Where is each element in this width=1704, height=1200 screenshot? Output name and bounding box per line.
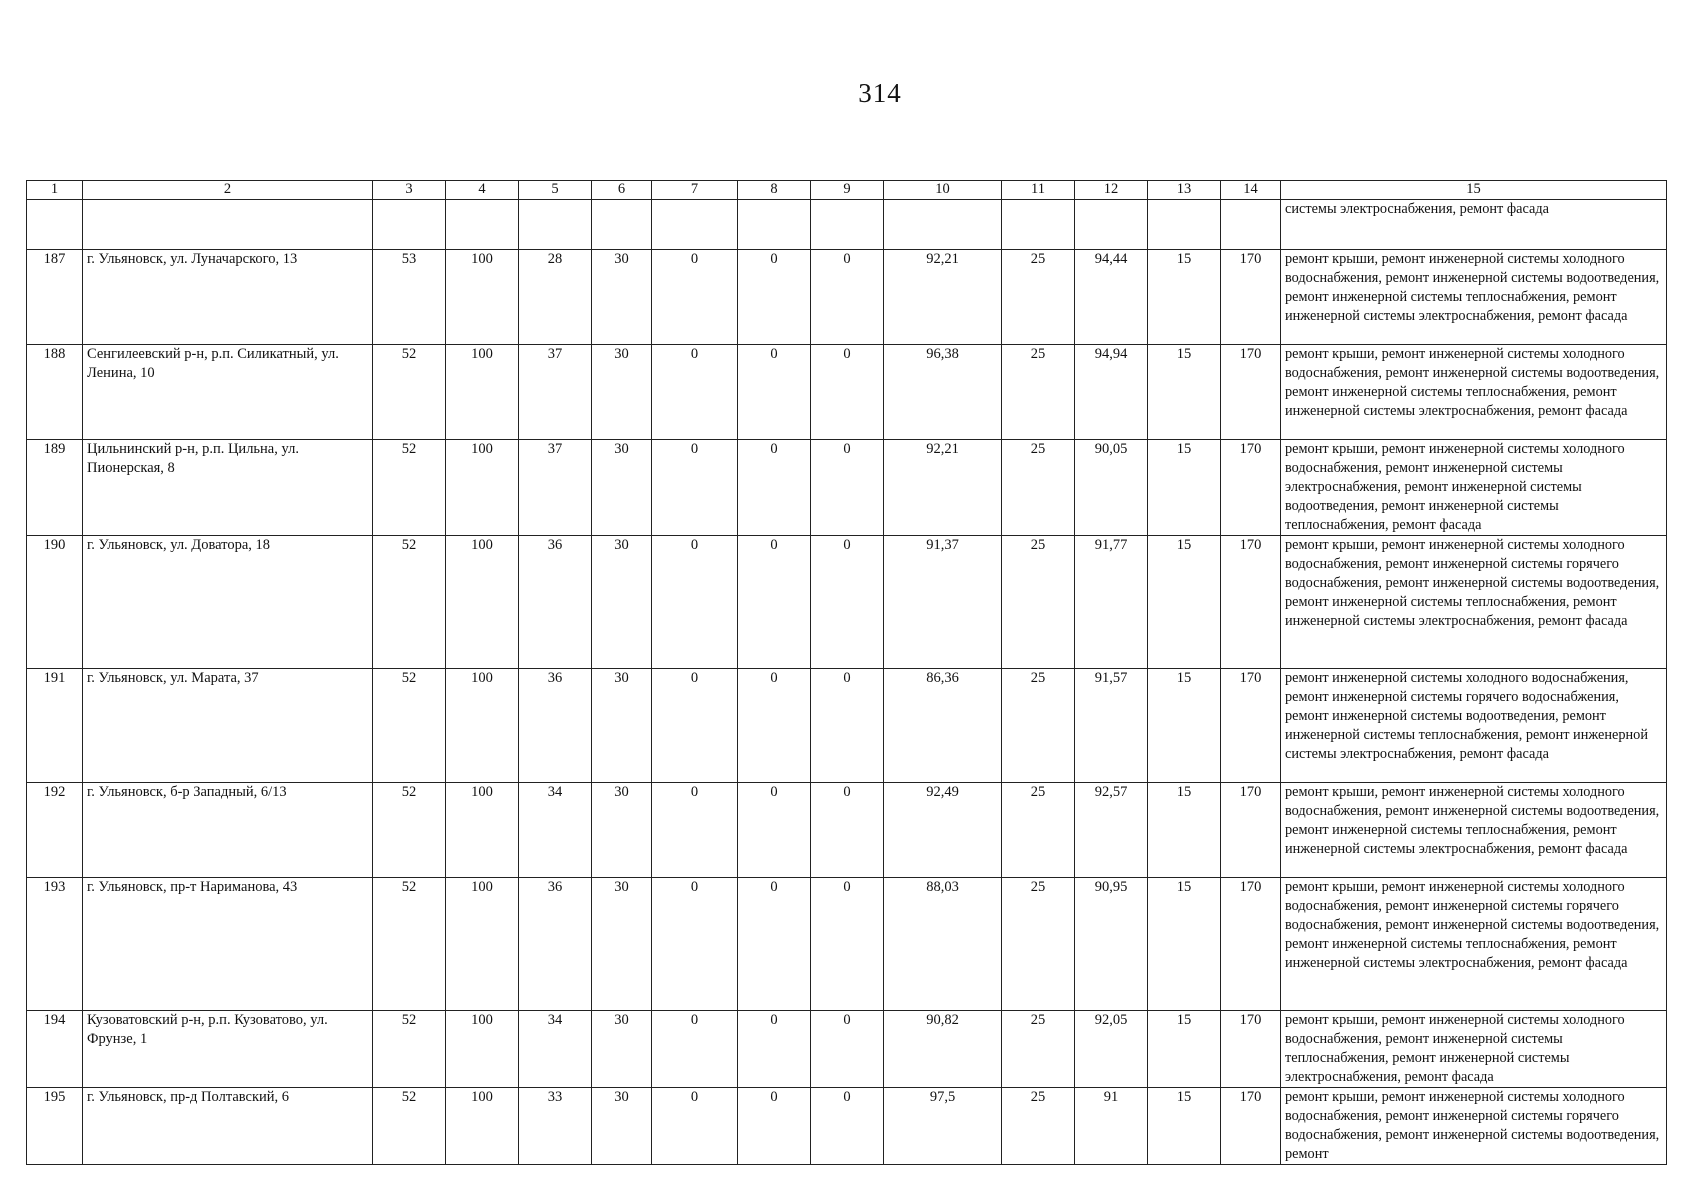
cell-col7: 0 (652, 345, 738, 440)
cell-col14: 170 (1221, 783, 1281, 878)
table-row (27, 536, 1667, 669)
cell-col12: 92,57 (1075, 783, 1148, 878)
column-number: 5 (519, 181, 592, 200)
cell-col5: 37 (519, 345, 592, 440)
address-cell: г. Ульяновск, б-р Западный, 6/13 (83, 783, 373, 878)
cell-col6: 30 (592, 669, 652, 783)
column-number: 10 (884, 181, 1002, 200)
cell-col5: 33 (519, 1088, 592, 1165)
cell-col13: 15 (1148, 1011, 1221, 1088)
column-number: 3 (373, 181, 446, 200)
cell-col13: 15 (1148, 440, 1221, 536)
cell-col13: 15 (1148, 345, 1221, 440)
cell-col13 (1148, 200, 1221, 250)
table-row (27, 200, 1667, 250)
cell-col4: 100 (446, 250, 519, 345)
row-number: 189 (27, 440, 83, 536)
cell-col7: 0 (652, 878, 738, 1011)
cell-col9: 0 (811, 536, 884, 669)
column-number: 6 (592, 181, 652, 200)
cell-col14: 170 (1221, 345, 1281, 440)
cell-col3: 52 (373, 669, 446, 783)
cell-col13: 15 (1148, 669, 1221, 783)
works-cell: ремонт крыши, ремонт инженерной системы холодного водоснабжения, ремонт инженерной системы водоотведения, ремонт инженерной системы теплоснабжения, ремонт инженерной системы электроснабжения, ремонт фасада (1281, 783, 1667, 878)
cell-col11: 25 (1002, 250, 1075, 345)
cell-col4: 100 (446, 878, 519, 1011)
cell-col4: 100 (446, 1011, 519, 1088)
cell-col13: 15 (1148, 1088, 1221, 1165)
cell-col6: 30 (592, 783, 652, 878)
cell-col4: 100 (446, 783, 519, 878)
cell-col12: 94,44 (1075, 250, 1148, 345)
cell-col10: 92,49 (884, 783, 1002, 878)
column-number: 8 (738, 181, 811, 200)
cell-col8: 0 (738, 536, 811, 669)
cell-col7: 0 (652, 536, 738, 669)
cell-col9: 0 (811, 669, 884, 783)
cell-col11: 25 (1002, 669, 1075, 783)
row-number: 192 (27, 783, 83, 878)
row-number: 191 (27, 669, 83, 783)
cell-col10: 90,82 (884, 1011, 1002, 1088)
row-number: 190 (27, 536, 83, 669)
cell-col10: 91,37 (884, 536, 1002, 669)
cell-col7: 0 (652, 1088, 738, 1165)
cell-col9 (811, 200, 884, 250)
cell-col6: 30 (592, 440, 652, 536)
cell-col13: 15 (1148, 783, 1221, 878)
address-cell: Цильнинский р-н, р.п. Цильна, ул. Пионерская, 8 (83, 440, 373, 536)
works-cell: ремонт крыши, ремонт инженерной системы холодного водоснабжения, ремонт инженерной системы теплоснабжения, ремонт инженерной системы электроснабжения, ремонт фасада (1281, 1011, 1667, 1088)
table-row (27, 1011, 1667, 1088)
cell-col8: 0 (738, 878, 811, 1011)
cell-col5: 28 (519, 250, 592, 345)
column-number: 11 (1002, 181, 1075, 200)
cell-col6: 30 (592, 1011, 652, 1088)
cell-col11 (1002, 200, 1075, 250)
cell-col4: 100 (446, 536, 519, 669)
cell-col11: 25 (1002, 536, 1075, 669)
cell-col14: 170 (1221, 1088, 1281, 1165)
cell-col12: 94,94 (1075, 345, 1148, 440)
cell-col11: 25 (1002, 440, 1075, 536)
row-number: 187 (27, 250, 83, 345)
address-cell: г. Ульяновск, ул. Марата, 37 (83, 669, 373, 783)
address-cell: Кузоватовский р-н, р.п. Кузоватово, ул. Фрунзе, 1 (83, 1011, 373, 1088)
cell-col8: 0 (738, 345, 811, 440)
cell-col3 (373, 200, 446, 250)
cell-col10: 92,21 (884, 250, 1002, 345)
column-number: 1 (27, 181, 83, 200)
cell-col5: 34 (519, 1011, 592, 1088)
cell-col6: 30 (592, 345, 652, 440)
address-cell: г. Ульяновск, ул. Луначарского, 13 (83, 250, 373, 345)
cell-col12: 91,77 (1075, 536, 1148, 669)
address-cell: г. Ульяновск, пр-д Полтавский, 6 (83, 1088, 373, 1165)
cell-col7: 0 (652, 1011, 738, 1088)
cell-col6: 30 (592, 1088, 652, 1165)
cell-col14: 170 (1221, 669, 1281, 783)
cell-col3: 52 (373, 536, 446, 669)
column-number: 15 (1281, 181, 1667, 200)
cell-col11: 25 (1002, 1011, 1075, 1088)
cell-col9: 0 (811, 250, 884, 345)
cell-col5 (519, 200, 592, 250)
cell-col9: 0 (811, 1011, 884, 1088)
cell-col3: 52 (373, 345, 446, 440)
address-cell: г. Ульяновск, ул. Доватора, 18 (83, 536, 373, 669)
cell-col8: 0 (738, 1088, 811, 1165)
cell-col7: 0 (652, 669, 738, 783)
cell-col9: 0 (811, 345, 884, 440)
address-cell: г. Ульяновск, пр-т Нариманова, 43 (83, 878, 373, 1011)
cell-col10: 88,03 (884, 878, 1002, 1011)
cell-col10: 97,5 (884, 1088, 1002, 1165)
cell-col4: 100 (446, 440, 519, 536)
table-row (27, 669, 1667, 783)
works-cell: ремонт крыши, ремонт инженерной системы холодного водоснабжения, ремонт инженерной системы горячего водоснабжения, ремонт инженерной системы водоотведения, ремонт инженерной системы теплоснабжения, ремонт инженерной системы электроснабжения, ремонт фасада (1281, 536, 1667, 669)
cell-col6: 30 (592, 878, 652, 1011)
cell-col13: 15 (1148, 878, 1221, 1011)
cell-col3: 52 (373, 1088, 446, 1165)
cell-col14: 170 (1221, 1011, 1281, 1088)
cell-col12: 90,05 (1075, 440, 1148, 536)
column-number-row (27, 181, 1667, 200)
cell-col14: 170 (1221, 250, 1281, 345)
page-number: 314 (858, 78, 902, 108)
cell-col12: 92,05 (1075, 1011, 1148, 1088)
table-row (27, 440, 1667, 536)
cell-col14 (1221, 200, 1281, 250)
address-cell: Сенгилеевский р-н, р.п. Силикатный, ул. Ленина, 10 (83, 345, 373, 440)
cell-col8: 0 (738, 669, 811, 783)
cell-col5: 36 (519, 669, 592, 783)
cell-col12: 90,95 (1075, 878, 1148, 1011)
cell-col8: 0 (738, 440, 811, 536)
column-number: 9 (811, 181, 884, 200)
cell-col10: 92,21 (884, 440, 1002, 536)
table-row (27, 878, 1667, 1011)
column-number: 4 (446, 181, 519, 200)
works-cell: ремонт инженерной системы холодного водоснабжения, ремонт инженерной системы горячего водоснабжения, ремонт инженерной системы водоотведения, ремонт инженерной системы теплоснабжения, ремонт инженерной системы электроснабжения, ремонт фасада (1281, 669, 1667, 783)
column-number: 12 (1075, 181, 1148, 200)
row-number (27, 200, 83, 250)
cell-col7: 0 (652, 783, 738, 878)
cell-col8: 0 (738, 250, 811, 345)
cell-col9: 0 (811, 783, 884, 878)
row-number: 194 (27, 1011, 83, 1088)
works-cell: ремонт крыши, ремонт инженерной системы холодного водоснабжения, ремонт инженерной системы водоотведения, ремонт инженерной системы теплоснабжения, ремонт инженерной системы электроснабжения, ремонт фасада (1281, 250, 1667, 345)
cell-col9: 0 (811, 878, 884, 1011)
cell-col3: 52 (373, 1011, 446, 1088)
cell-col9: 0 (811, 1088, 884, 1165)
column-number: 2 (83, 181, 373, 200)
cell-col14: 170 (1221, 878, 1281, 1011)
cell-col8: 0 (738, 783, 811, 878)
cell-col9: 0 (811, 440, 884, 536)
cell-col10: 96,38 (884, 345, 1002, 440)
cell-col10 (884, 200, 1002, 250)
cell-col4: 100 (446, 345, 519, 440)
cell-col3: 52 (373, 878, 446, 1011)
cell-col8: 0 (738, 1011, 811, 1088)
cell-col7 (652, 200, 738, 250)
cell-col5: 36 (519, 536, 592, 669)
works-cell: ремонт крыши, ремонт инженерной системы холодного водоснабжения, ремонт инженерной системы горячего водоснабжения, ремонт инженерной системы водоотведения, ремонт инженерной системы теплоснабжения, ремонт инженерной системы электроснабжения, ремонт фасада (1281, 878, 1667, 1011)
row-number: 195 (27, 1088, 83, 1165)
cell-col3: 52 (373, 783, 446, 878)
cell-col6 (592, 200, 652, 250)
cell-col11: 25 (1002, 1088, 1075, 1165)
cell-col8 (738, 200, 811, 250)
cell-col12: 91,57 (1075, 669, 1148, 783)
cell-col13: 15 (1148, 250, 1221, 345)
column-number: 13 (1148, 181, 1221, 200)
cell-col12 (1075, 200, 1148, 250)
row-number: 193 (27, 878, 83, 1011)
cell-col14: 170 (1221, 440, 1281, 536)
works-cell: ремонт крыши, ремонт инженерной системы холодного водоснабжения, ремонт инженерной системы водоотведения, ремонт инженерной системы теплоснабжения, ремонт инженерной системы электроснабжения, ремонт фасада (1281, 345, 1667, 440)
cell-col13: 15 (1148, 536, 1221, 669)
cell-col11: 25 (1002, 345, 1075, 440)
cell-col11: 25 (1002, 783, 1075, 878)
cell-col4: 100 (446, 669, 519, 783)
row-number: 188 (27, 345, 83, 440)
table-row (27, 345, 1667, 440)
works-cell: ремонт крыши, ремонт инженерной системы холодного водоснабжения, ремонт инженерной системы горячего водоснабжения, ремонт инженерной системы водоотведения, ремонт (1281, 1088, 1667, 1165)
cell-col4 (446, 200, 519, 250)
column-number: 14 (1221, 181, 1281, 200)
works-cell: системы электроснабжения, ремонт фасада (1281, 200, 1667, 250)
cell-col11: 25 (1002, 878, 1075, 1011)
cell-col14: 170 (1221, 536, 1281, 669)
cell-col4: 100 (446, 1088, 519, 1165)
cell-col5: 37 (519, 440, 592, 536)
cell-col6: 30 (592, 250, 652, 345)
table-row (27, 250, 1667, 345)
cell-col5: 36 (519, 878, 592, 1011)
cell-col6: 30 (592, 536, 652, 669)
table-row (27, 1088, 1667, 1165)
cell-col3: 52 (373, 440, 446, 536)
works-cell: ремонт крыши, ремонт инженерной системы холодного водоснабжения, ремонт инженерной системы электроснабжения, ремонт инженерной системы водоотведения, ремонт инженерной системы теплоснабжения, ремонт фасада (1281, 440, 1667, 536)
cell-col5: 34 (519, 783, 592, 878)
column-number: 7 (652, 181, 738, 200)
cell-col7: 0 (652, 440, 738, 536)
cell-col10: 86,36 (884, 669, 1002, 783)
cell-col3: 53 (373, 250, 446, 345)
table-row (27, 783, 1667, 878)
address-cell (83, 200, 373, 250)
cell-col12: 91 (1075, 1088, 1148, 1165)
cell-col7: 0 (652, 250, 738, 345)
register-table (26, 180, 1667, 1165)
